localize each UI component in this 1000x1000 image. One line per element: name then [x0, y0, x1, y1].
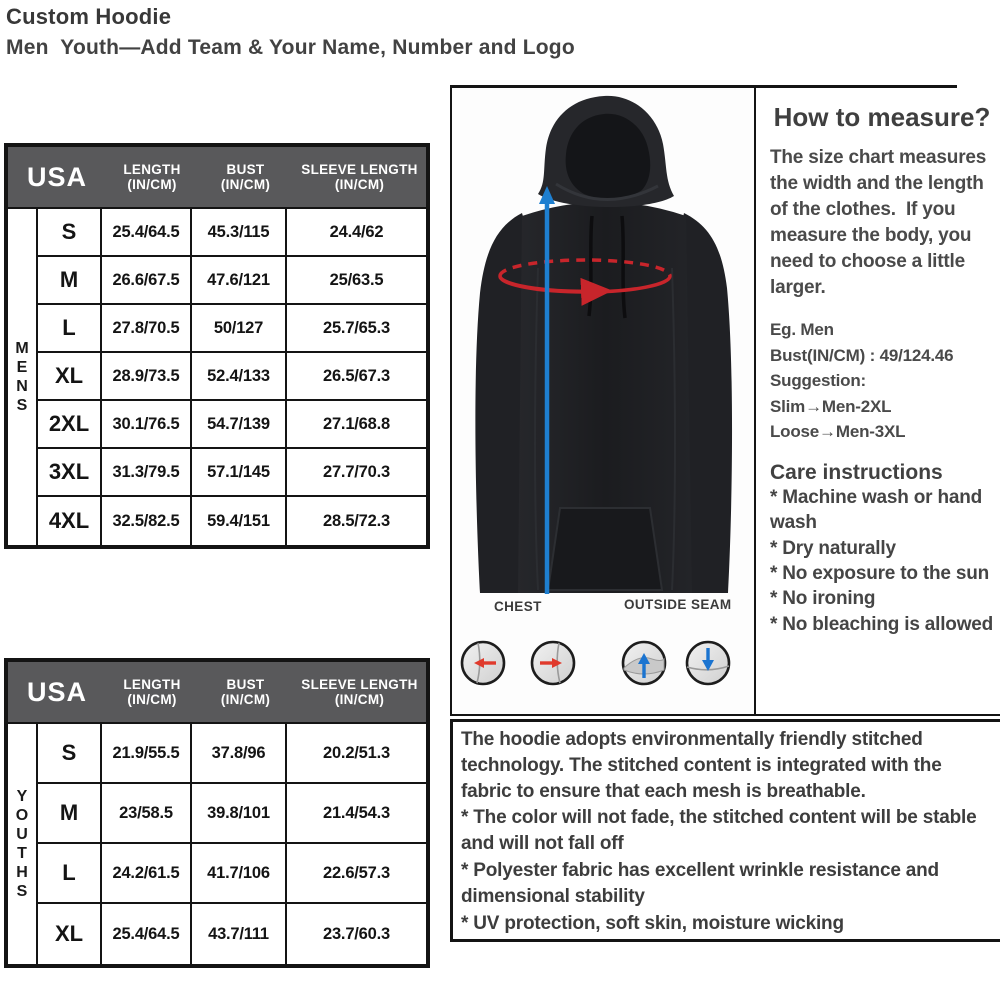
column-header: BUST (IN/CM) — [220, 676, 271, 707]
measurement-cell: 47.6/121 — [192, 257, 287, 305]
text-line: Bust(IN/CM) : 49/124.46 — [770, 345, 954, 365]
measurement-cell: 27.1/68.8 — [287, 401, 426, 449]
youths-rows — [38, 724, 426, 964]
measurement-cell: 37.8/96 — [192, 724, 287, 784]
measurement-cell: 31.3/79.5 — [102, 449, 192, 497]
size-cell: 3XL — [38, 449, 102, 497]
measurement-cell: 26.5/67.3 — [287, 353, 426, 401]
middle-border-line — [754, 85, 756, 714]
measurement-cell: 50/127 — [192, 305, 287, 353]
measurement-cell: 39.8/101 — [192, 784, 287, 844]
text-line: * No ironing — [770, 588, 876, 610]
fabric-width-arrow-right-icon — [530, 640, 576, 686]
size-cell: L — [38, 305, 102, 353]
page-subtitle: Men Youth—Add Team & Your Name, Number and Logo — [6, 36, 575, 59]
measurement-cell: 41.7/106 — [192, 844, 287, 904]
measurement-cell: 24.4/62 — [287, 209, 426, 257]
mens-group-label: M E N S — [8, 209, 38, 545]
measurement-cell: 28.5/72.3 — [287, 497, 426, 545]
column-header: LENGTH (IN/CM) — [123, 161, 181, 192]
youths-group-label: Y O U T H S — [8, 724, 38, 964]
text-line: * No bleaching is allowed — [770, 613, 994, 635]
column-header: LENGTH (IN/CM) — [123, 676, 181, 707]
fabric-width-arrow-left-icon — [460, 640, 506, 686]
seam-arrow-down-icon — [685, 640, 731, 686]
column-header: SLEEVE LENGTH (IN/CM) — [301, 161, 418, 192]
measurement-cell: 25.4/64.5 — [102, 209, 192, 257]
size-cell: 2XL — [38, 401, 102, 449]
size-cell: M — [38, 784, 102, 844]
page-title: Custom Hoodie — [6, 4, 172, 29]
size-cell: M — [38, 257, 102, 305]
measurement-cell: 28.9/73.5 — [102, 353, 192, 401]
care-instructions-list — [770, 485, 994, 638]
text-line: Slim→Men-2XL — [770, 396, 892, 416]
column-header: SLEEVE LENGTH (IN/CM) — [301, 676, 418, 707]
measurement-cell: 21.9/55.5 — [102, 724, 192, 784]
how-to-measure-heading: How to measure? — [773, 102, 991, 132]
size-cell: XL — [38, 904, 102, 964]
measurement-cell: 54.7/139 — [192, 401, 287, 449]
measurement-cell: 23.7/60.3 — [287, 904, 426, 964]
drawstring-right — [622, 216, 625, 318]
measurement-cell: 24.2/61.5 — [102, 844, 192, 904]
measurement-cell: 57.1/145 — [192, 449, 287, 497]
text-line: * No exposure to the sun — [770, 562, 990, 584]
product-description-box — [450, 719, 1000, 942]
text-line: * Polyester fabric has excellent wrinkle resistance and dimensional stability — [461, 860, 939, 907]
text-line: Suggestion: — [770, 371, 867, 391]
measurement-cell: 20.2/51.3 — [287, 724, 426, 784]
column-header: BUST (IN/CM) — [220, 161, 271, 192]
measurement-cell: 30.1/76.5 — [102, 401, 192, 449]
measurement-cell: 32.5/82.5 — [102, 497, 192, 545]
text-line: * The color will not fade, the stitched content will be stable and will not fall off — [461, 807, 977, 855]
outside-seam-label: OUTSIDE SEAM — [624, 597, 732, 612]
measurement-cell: 25.7/65.3 — [287, 305, 426, 353]
text-line: Loose→Men-3XL — [770, 422, 906, 442]
hoodie-diagram-panel — [452, 88, 754, 714]
care-instructions-heading: Care instructions — [770, 460, 943, 484]
measurement-cell: 45.3/115 — [192, 209, 287, 257]
measurement-cell: 25/63.5 — [287, 257, 426, 305]
youths-table-body — [8, 724, 426, 964]
text-line: * Machine wash or hand wash — [770, 486, 983, 534]
mens-rows — [38, 209, 426, 545]
drawstring-left — [589, 216, 592, 316]
size-cell: 4XL — [38, 497, 102, 545]
hoodie-image — [452, 88, 754, 608]
mens-table-header — [8, 147, 426, 209]
how-to-measure-panel — [758, 88, 996, 712]
measurement-cell: 21.4/54.3 — [287, 784, 426, 844]
seam-arrow-up-icon — [621, 640, 667, 686]
size-cell: L — [38, 844, 102, 904]
measurement-cell: 27.8/70.5 — [102, 305, 192, 353]
text-line: Eg. Men — [770, 320, 834, 340]
text-line: The hoodie adopts environmentally friendly stitched technology. The stitched content is integrated with the fabric to ensure that each mesh is breathable. — [461, 729, 942, 802]
chest-label: CHEST — [494, 599, 542, 614]
bottom-border-line — [450, 714, 1000, 716]
text-line: * Dry naturally — [770, 537, 896, 559]
size-cell: S — [38, 724, 102, 784]
size-cell: S — [38, 209, 102, 257]
measurement-cell: 22.6/57.3 — [287, 844, 426, 904]
mens-table-body — [8, 209, 426, 545]
column-header: USA — [26, 676, 87, 707]
size-cell: XL — [38, 353, 102, 401]
youths-size-table — [4, 658, 430, 968]
youths-table-header — [8, 662, 426, 724]
sizing-example-block — [770, 317, 994, 445]
measurement-cell: 59.4/151 — [192, 497, 287, 545]
measurement-cell: 26.6/67.5 — [102, 257, 192, 305]
column-header: USA — [26, 161, 87, 192]
measurement-cell: 52.4/133 — [192, 353, 287, 401]
measurement-cell: 43.7/111 — [192, 904, 287, 964]
kangaroo-pocket — [548, 508, 662, 590]
measurement-cell: 23/58.5 — [102, 784, 192, 844]
text-line: * UV protection, soft skin, moisture wicking — [461, 912, 844, 934]
measurement-cell: 25.4/64.5 — [102, 904, 192, 964]
measurement-cell: 27.7/70.3 — [287, 449, 426, 497]
mens-size-table — [4, 143, 430, 549]
how-to-measure-body: The size chart measures the width and the length of the clothes. If you measure the body, you need to choose a little larger. — [770, 147, 992, 299]
